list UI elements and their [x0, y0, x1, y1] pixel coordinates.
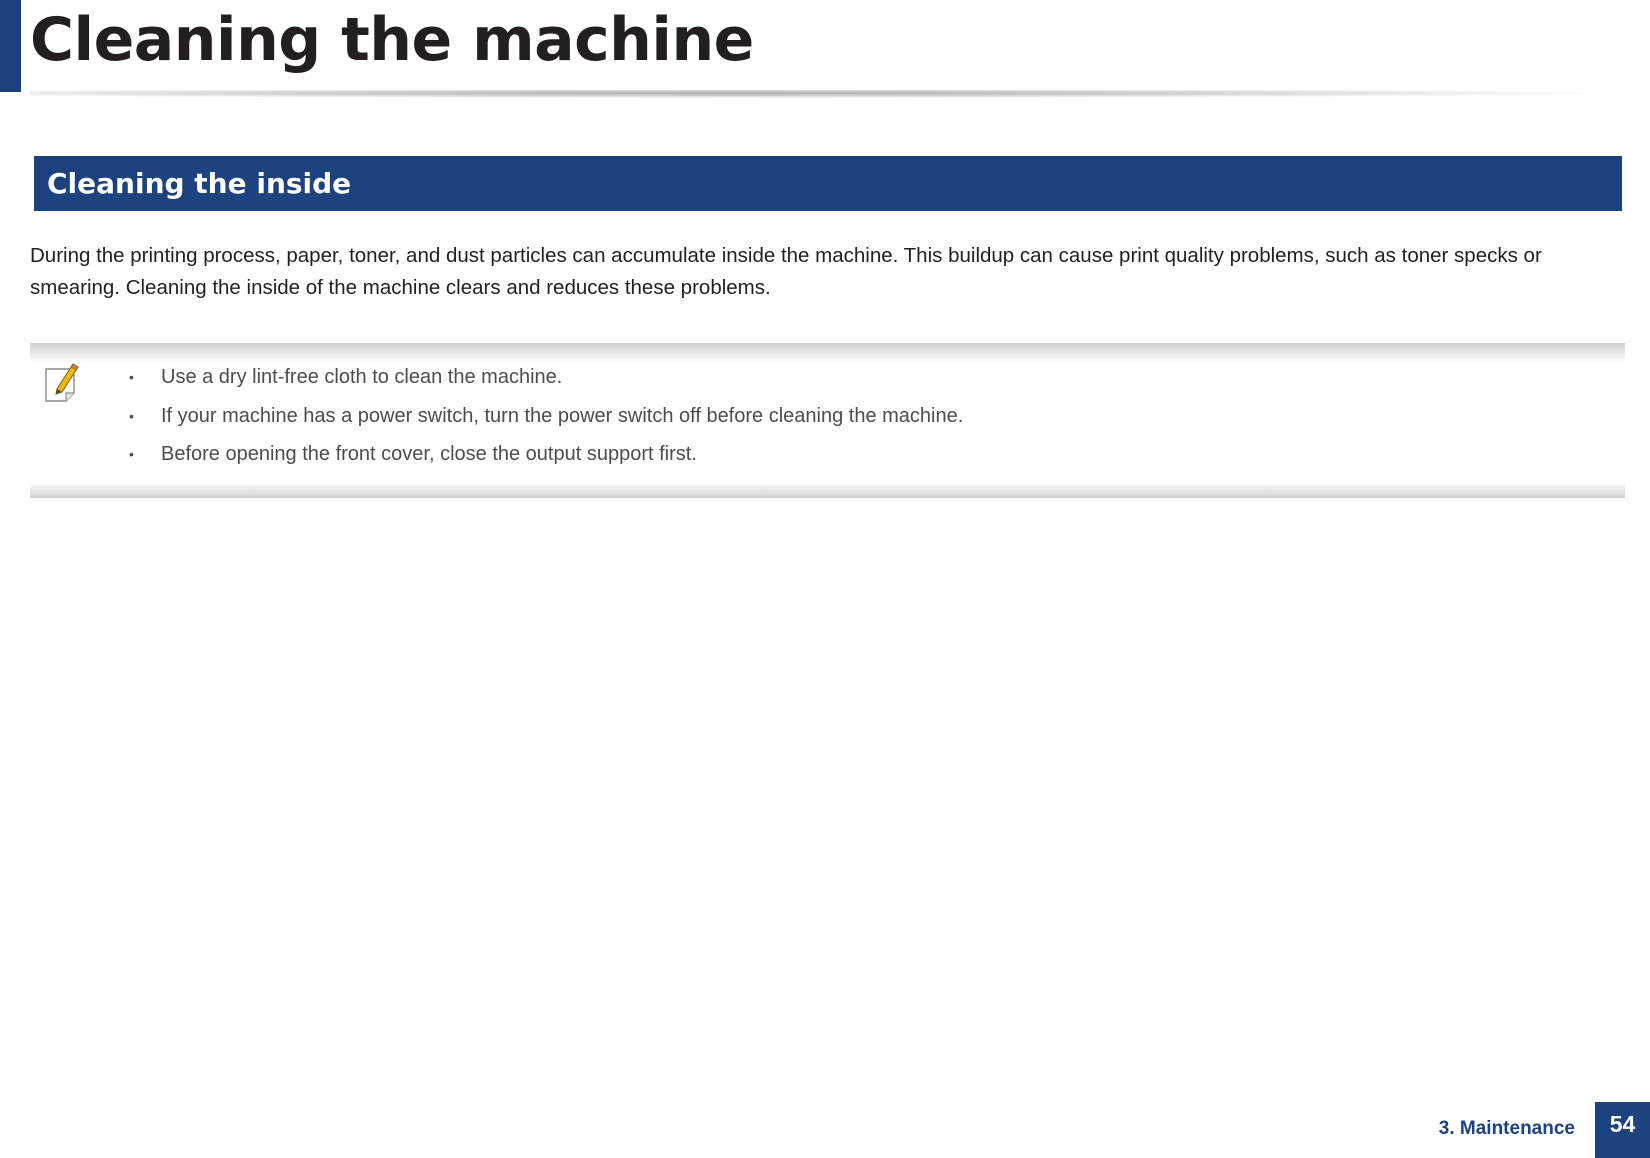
- page-number: 54: [1609, 1111, 1636, 1137]
- note-item: [127, 397, 963, 436]
- bullet: •: [129, 407, 134, 424]
- title-divider: [30, 90, 1595, 98]
- note-box: [30, 343, 1625, 498]
- bullet: •: [129, 369, 134, 385]
- intro-paragraph: During the printing process, paper, toner, and dust particles can accumulate inside the machine. This buildup can cause print quality problems, such as toner specks or smearing. Cleaning the inside of the machine clears and reduces these problems.: [30, 244, 1542, 299]
- page-number-box: [1595, 1102, 1650, 1158]
- section-title: Cleaning the inside: [47, 167, 352, 200]
- section-header-bar: [34, 156, 1622, 211]
- footer-section-label: 3. Maintenance: [1438, 1118, 1575, 1139]
- note-bottom-band: [30, 482, 1625, 498]
- note-item: [127, 435, 963, 474]
- note-item-text: If your machine has a power switch, turn the power switch off before cleaning the machine.: [161, 404, 964, 427]
- note-pencil-icon: [43, 361, 85, 405]
- note-item-text: Before opening the front cover, close the output support first.: [161, 443, 697, 465]
- note-item: [127, 358, 963, 397]
- page-title: Cleaning the machine: [30, 5, 754, 75]
- note-item-text: Use a dry lint-free cloth to clean the machine.: [161, 366, 563, 388]
- note-list: [127, 358, 963, 474]
- left-accent-bar: [0, 0, 21, 92]
- bullet: •: [129, 446, 134, 462]
